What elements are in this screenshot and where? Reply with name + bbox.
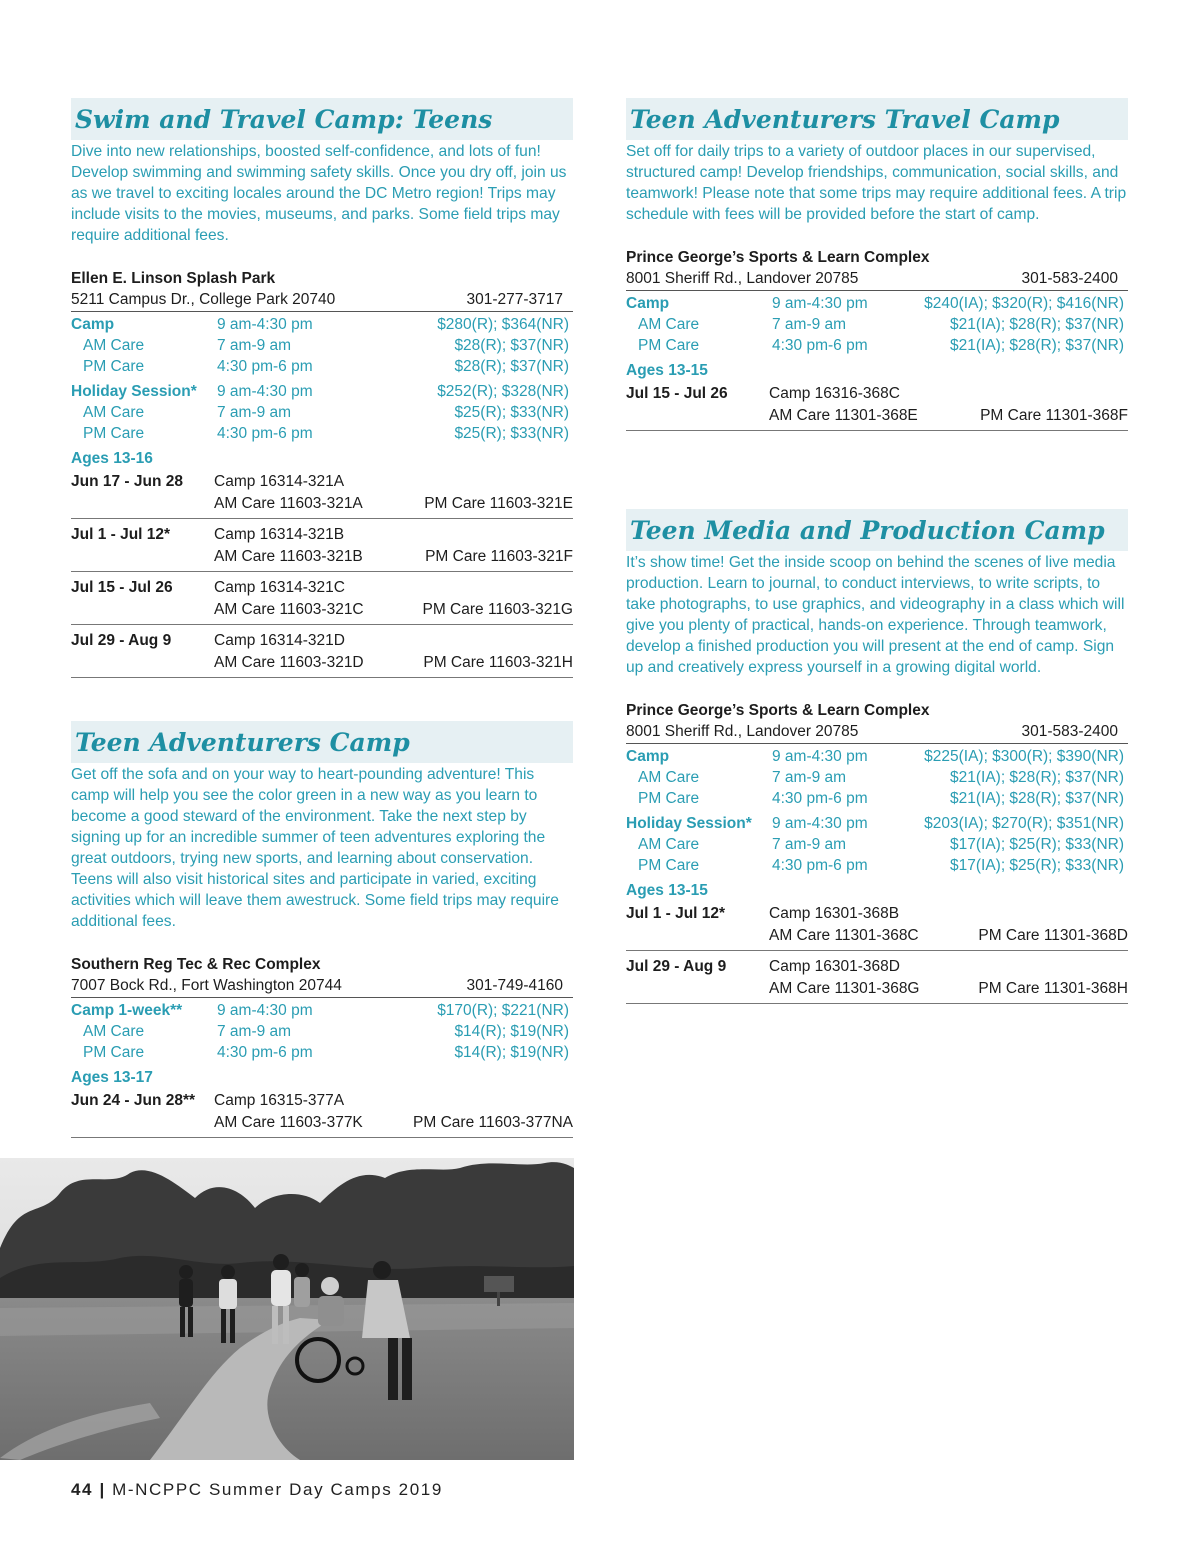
venue-contact [71, 975, 573, 998]
venue-name: Prince George’s Sports & Learn Complex [626, 249, 930, 266]
fee-row [71, 1042, 573, 1063]
section-title: Teen Media and Production Camp [630, 515, 1105, 545]
ages-label: Ages 13-17 [71, 1069, 153, 1086]
session-dates: Jul 29 - Aug 9 [71, 632, 172, 649]
venue-contact [71, 289, 573, 312]
fee-label: PM Care [83, 358, 145, 375]
fee-price: $21(IA); $28(R); $37(NR) [949, 769, 1124, 786]
pm-care-code: PM Care 11301-368D [978, 927, 1128, 944]
section-description: It’s show time! Get the inside scoop on behind the scenes of live media production. Learn to journal, to conduct interviews, to write scripts, to take photographs, to use graphics, and videography in a class which will give you plenty of practical, hands-on experience. Through teamwork, develop a finished production you will present at the end of camp. Sign up and creatively express yourself in a growing digital world. [626, 554, 1125, 676]
am-care-code: AM Care 11301-368G [769, 980, 920, 997]
venue-block [71, 268, 573, 312]
section-title-bar [71, 98, 573, 140]
section-title: Swim and Travel Camp: Teens [75, 104, 493, 134]
fee-label: PM Care [638, 337, 700, 354]
section-description: Set off for daily trips to a variety of outdoor places in our supervised, structured camp! Develop friendships, communication, social skills, and teamwork! Please note that some trips may require additional fees. A trip schedule with fees will be provided before the start of camp. [626, 143, 1127, 223]
session-codes [214, 630, 573, 674]
care-codes [214, 546, 573, 568]
venue-name: Prince George’s Sports & Learn Complex [626, 702, 930, 719]
fee-group-camp [626, 746, 1128, 809]
session-codes [214, 577, 573, 621]
section-title: Teen Adventurers Travel Camp [630, 104, 1060, 134]
camp-code: Camp 16316-368C [769, 385, 900, 402]
venue-block [626, 700, 1128, 744]
session-row [71, 470, 573, 519]
fee-row [626, 788, 1128, 809]
fee-label: Camp 1-week** [71, 1002, 183, 1019]
fee-row [626, 293, 1128, 314]
fee-table [626, 746, 1128, 876]
pm-care-code: PM Care 11301-368F [980, 407, 1128, 424]
fee-label: PM Care [83, 1044, 145, 1061]
fee-price: $17(IA); $25(R); $33(NR) [949, 836, 1124, 853]
photo-illustration [0, 1158, 574, 1460]
camp-code: Camp 16314-321C [214, 579, 345, 596]
session-codes [769, 903, 1128, 947]
session-dates: Jul 15 - Jul 26 [71, 579, 173, 596]
venue-address: 7007 Bock Rd., Fort Washington 20744 [71, 977, 342, 994]
fee-label: Camp [626, 748, 670, 765]
pm-care-code: PM Care 11301-368H [978, 980, 1128, 997]
ages-label: Ages 13-15 [626, 362, 708, 379]
fee-table [626, 293, 1128, 356]
session-dates: Jun 24 - Jun 28** [71, 1092, 196, 1109]
am-care-code: AM Care 11603-321D [214, 654, 364, 671]
care-codes [214, 493, 573, 515]
fee-row [626, 314, 1128, 335]
venue-contact [626, 268, 1128, 291]
section-description: Get off the sofa and on your way to heart-pounding adventure! This camp will help you see the color green in a new way as you learn to become a good steward of the environment. Take the next step by signing up for an incredible summer of teen adventures exploring the great outdoors, trying new sports, and learning about conservation. Teens will also visit historical sites and participate in varied, exciting activities which will leave them awestruck. Some field trips may require additional fees. [71, 766, 559, 930]
pm-care-code: PM Care 11603-377NA [413, 1114, 573, 1131]
session-row [626, 382, 1128, 431]
teen-adventurers-camp-section [71, 721, 573, 1142]
session-row [71, 629, 573, 678]
venue-phone: 301-277-3717 [466, 291, 563, 308]
fee-label: Holiday Session* [71, 383, 197, 400]
fee-time: 9 am-4:30 pm [772, 748, 868, 765]
fee-time: 7 am-9 am [772, 836, 847, 853]
session-dates: Jul 1 - Jul 12* [626, 905, 726, 922]
fee-price: $21(IA); $28(R); $37(NR) [949, 337, 1124, 354]
fee-row [71, 1000, 573, 1021]
venue-name: Ellen E. Linson Splash Park [71, 270, 276, 287]
camp-code: Camp 16301-368D [769, 958, 900, 975]
fee-time: 4:30 pm-6 pm [217, 358, 313, 375]
fee-group-camp [626, 293, 1128, 356]
session-codes [214, 524, 573, 568]
camp-code: Camp 16314-321D [214, 632, 345, 649]
fee-label: AM Care [83, 337, 145, 354]
fee-time: 4:30 pm-6 pm [217, 425, 313, 442]
fee-price: $170(R); $221(NR) [437, 1002, 569, 1019]
fee-row [626, 746, 1128, 767]
fee-table [71, 314, 573, 444]
am-care-code: AM Care 11603-377K [214, 1114, 363, 1131]
camp-code: Camp 16314-321A [214, 473, 345, 490]
fee-time: 9 am-4:30 pm [217, 383, 313, 400]
fee-label: AM Care [83, 404, 145, 421]
session-codes [214, 471, 573, 515]
session-dates: Jul 15 - Jul 26 [626, 385, 728, 402]
fee-price: $25(R); $33(NR) [454, 425, 569, 442]
care-codes [769, 925, 1128, 947]
care-codes [769, 978, 1128, 1000]
session-dates: Jul 1 - Jul 12* [71, 526, 171, 543]
care-codes [214, 652, 573, 674]
fee-label: PM Care [638, 857, 700, 874]
fee-row [626, 834, 1128, 855]
fee-label: AM Care [638, 769, 700, 786]
fee-time: 7 am-9 am [217, 337, 292, 354]
teen-travel-camp-section [626, 98, 1128, 435]
session-row [626, 902, 1128, 951]
pm-care-code: PM Care 11603-321G [422, 601, 573, 618]
fee-price: $280(R); $364(NR) [437, 316, 569, 333]
fee-time: 9 am-4:30 pm [772, 815, 868, 832]
fee-group-holiday [626, 813, 1128, 876]
fee-price: $225(IA); $300(R); $390(NR) [924, 748, 1124, 765]
camp-code: Camp 16301-368B [769, 905, 900, 922]
venue-phone: 301-749-4160 [466, 977, 563, 994]
pm-care-code: PM Care 11603-321E [424, 495, 573, 512]
fee-time: 4:30 pm-6 pm [772, 857, 868, 874]
venue-address: 5211 Campus Dr., College Park 20740 [71, 291, 336, 308]
fee-label: AM Care [83, 1023, 145, 1040]
teen-media-camp-section [626, 509, 1128, 1008]
fee-price: $14(R); $19(NR) [454, 1023, 569, 1040]
fee-label: AM Care [638, 316, 700, 333]
fee-time: 9 am-4:30 pm [217, 1002, 313, 1019]
ages-label: Ages 13-16 [71, 450, 153, 467]
pm-care-code: PM Care 11603-321F [425, 548, 573, 565]
fee-label: Holiday Session* [626, 815, 752, 832]
am-care-code: AM Care 11603-321A [214, 495, 363, 512]
camp-photo [0, 1158, 574, 1460]
fee-price: $21(IA); $28(R); $37(NR) [949, 316, 1124, 333]
session-dates: Jun 17 - Jun 28 [71, 473, 183, 490]
section-title-bar [626, 509, 1128, 551]
fee-label: Camp [71, 316, 115, 333]
session-row [71, 523, 573, 572]
fee-price: $14(R); $19(NR) [454, 1044, 569, 1061]
fee-row [71, 1021, 573, 1042]
section-title-bar [71, 721, 573, 763]
venue-phone: 301-583-2400 [1021, 723, 1118, 740]
session-codes [214, 1090, 573, 1134]
fee-price: $21(IA); $28(R); $37(NR) [949, 790, 1124, 807]
page-number: 44 [71, 1480, 94, 1499]
fee-price: $28(R); $37(NR) [454, 358, 569, 375]
venue-address: 8001 Sheriff Rd., Landover 20785 [626, 270, 859, 287]
venue-phone: 301-583-2400 [1021, 270, 1118, 287]
venue-address: 8001 Sheriff Rd., Landover 20785 [626, 723, 859, 740]
fee-label: AM Care [638, 836, 700, 853]
fee-label: PM Care [638, 790, 700, 807]
fee-row [71, 314, 573, 335]
section-title-bar [626, 98, 1128, 140]
fee-row [626, 855, 1128, 876]
section-description: Dive into new relationships, boosted self-confidence, and lots of fun! Develop swimming and swimming safety skills. Once you dry off, join us as we travel to exciting locales around the DC Metro region! Trips may include visits to the movies, museums, and parks. Some field trips may require additional fees. [71, 143, 567, 244]
fee-time: 9 am-4:30 pm [772, 295, 868, 312]
fee-table [71, 1000, 573, 1063]
ages-label: Ages 13-15 [626, 882, 708, 899]
publication-title: M-NCPPC Summer Day Camps 2019 [112, 1480, 443, 1499]
swim-travel-camp-section [71, 98, 573, 682]
fee-price: $17(IA); $25(R); $33(NR) [949, 857, 1124, 874]
fee-group-camp [71, 1000, 573, 1063]
venue-contact [626, 721, 1128, 744]
care-codes [769, 405, 1128, 427]
fee-label: PM Care [83, 425, 145, 442]
fee-group-camp [71, 314, 573, 377]
session-dates: Jul 29 - Aug 9 [626, 958, 727, 975]
fee-time: 4:30 pm-6 pm [217, 1044, 313, 1061]
fee-row [71, 402, 573, 423]
fee-price: $240(IA); $320(R); $416(NR) [924, 295, 1124, 312]
session-row [71, 1089, 573, 1138]
fee-row [71, 423, 573, 444]
care-codes [214, 1112, 573, 1134]
session-codes [769, 383, 1128, 427]
fee-price: $25(R); $33(NR) [454, 404, 569, 421]
fee-time: 4:30 pm-6 pm [772, 790, 868, 807]
care-codes [214, 599, 573, 621]
am-care-code: AM Care 11301-368E [769, 407, 918, 424]
session-row [71, 576, 573, 625]
fee-time: 7 am-9 am [217, 404, 292, 421]
section-title: Teen Adventurers Camp [75, 727, 410, 757]
pm-care-code: PM Care 11603-321H [423, 654, 573, 671]
fee-price: $28(R); $37(NR) [454, 337, 569, 354]
fee-row [626, 335, 1128, 356]
fee-time: 9 am-4:30 pm [217, 316, 313, 333]
footer-separator: | [99, 1480, 106, 1499]
fee-time: 7 am-9 am [772, 769, 847, 786]
camp-code: Camp 16315-377A [214, 1092, 345, 1109]
page-footer [71, 1480, 443, 1500]
fee-time: 7 am-9 am [217, 1023, 292, 1040]
fee-row [626, 767, 1128, 788]
am-care-code: AM Care 11603-321B [214, 548, 363, 565]
fee-row [626, 813, 1128, 834]
fee-group-holiday [71, 381, 573, 444]
venue-name: Southern Reg Tec & Rec Complex [71, 956, 321, 973]
fee-row [71, 356, 573, 377]
session-row [626, 955, 1128, 1004]
venue-block [71, 954, 573, 998]
am-care-code: AM Care 11301-368C [769, 927, 919, 944]
session-codes [769, 956, 1128, 1000]
fee-price: $203(IA); $270(R); $351(NR) [924, 815, 1124, 832]
am-care-code: AM Care 11603-321C [214, 601, 364, 618]
camp-code: Camp 16314-321B [214, 526, 345, 543]
venue-block [626, 247, 1128, 291]
fee-time: 4:30 pm-6 pm [772, 337, 868, 354]
fee-time: 7 am-9 am [772, 316, 847, 333]
fee-price: $252(R); $328(NR) [437, 383, 569, 400]
fee-row [71, 381, 573, 402]
fee-row [71, 335, 573, 356]
fee-label: Camp [626, 295, 670, 312]
